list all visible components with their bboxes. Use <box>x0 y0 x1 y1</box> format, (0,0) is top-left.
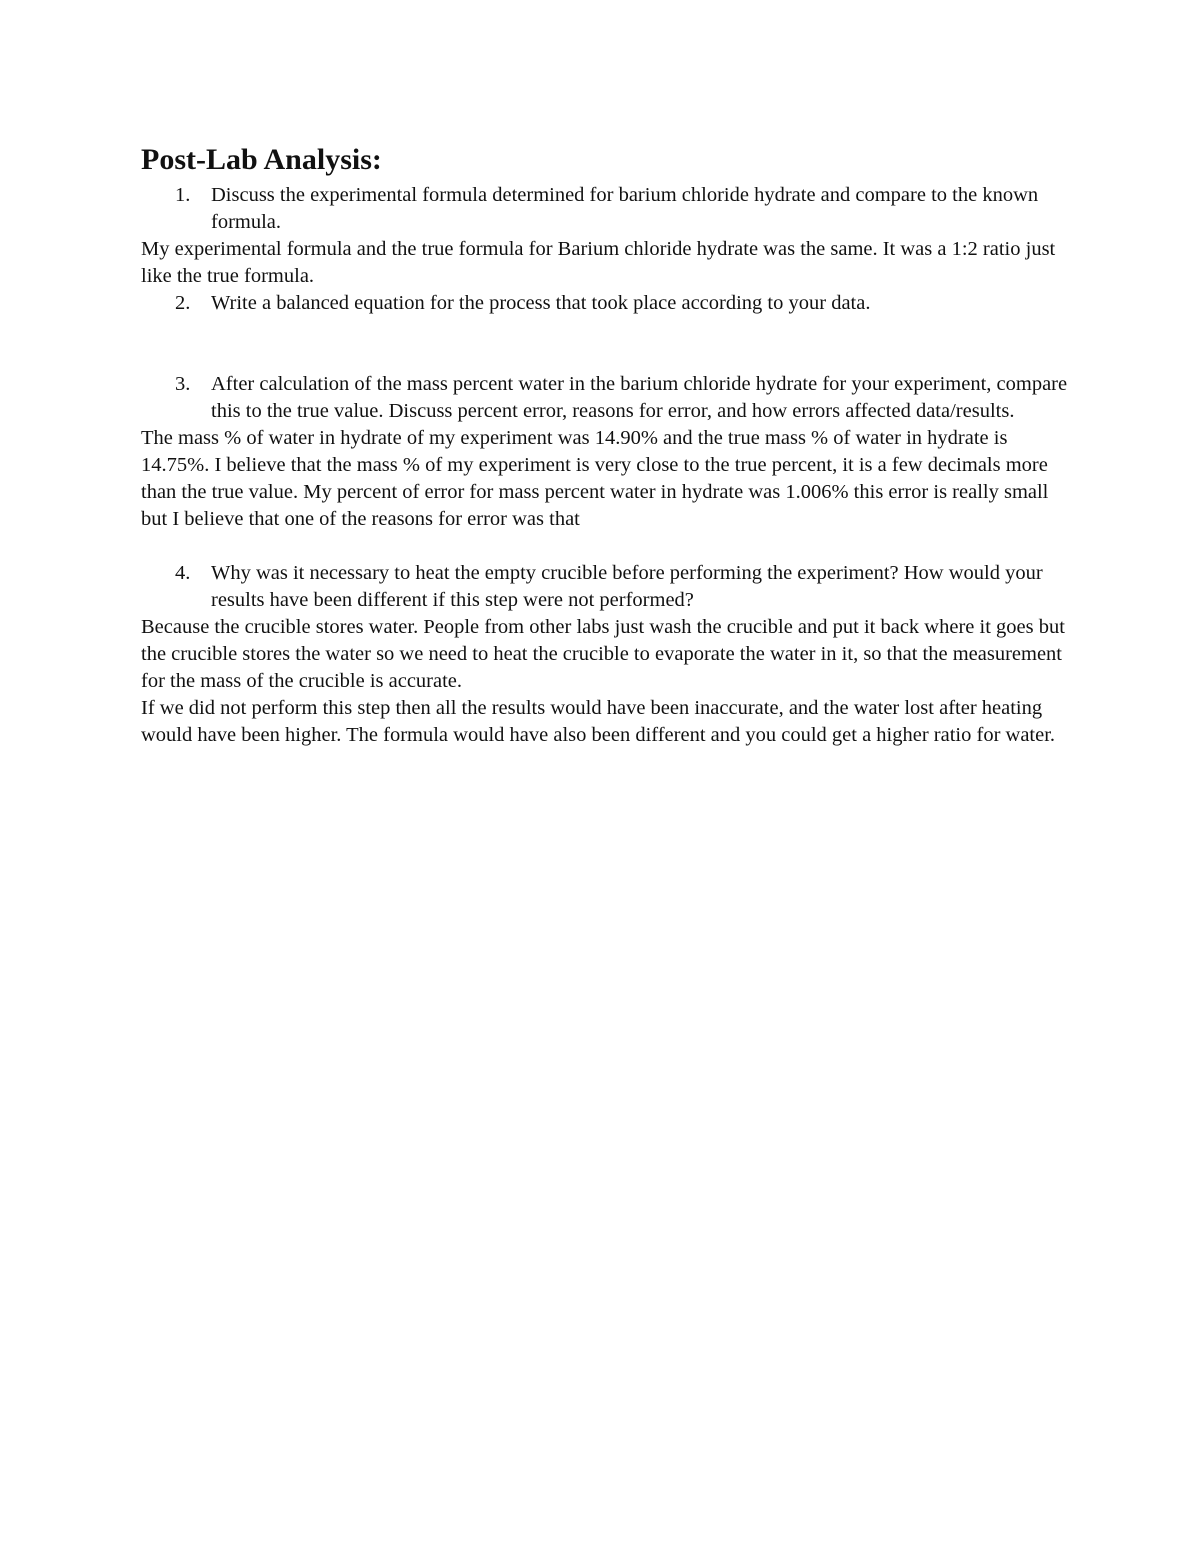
question-number: 2. <box>175 292 191 314</box>
question-text: Why was it necessary to heat the empty crucible before performing the experiment? How would your results have been different if this step were not performed? <box>211 562 1043 611</box>
page-title: Post-Lab Analysis: <box>141 143 382 176</box>
question-4 <box>141 560 1071 614</box>
question-3 <box>141 371 1071 425</box>
document-page <box>141 140 1071 749</box>
blank-space <box>141 533 1071 560</box>
question-number: 4. <box>175 562 191 584</box>
blank-space <box>141 317 1071 371</box>
question-2 <box>141 290 1071 317</box>
question-text: After calculation of the mass percent water in the barium chloride hydrate for your experiment, compare this to the true value. Discuss percent error, reasons for error, and how errors affected data/results. <box>211 373 1068 422</box>
question-number: 3. <box>175 373 191 395</box>
question-text: Write a balanced equation for the process that took place according to your data. <box>211 292 871 314</box>
answer-paragraph: Because the crucible stores water. People from other labs just wash the crucible and put it back where it goes but the crucible stores the water so we need to heat the crucible to evaporate the water in it, so that the measurement for the mass of the crucible is accurate. <box>141 616 1065 692</box>
question-1 <box>141 182 1071 236</box>
answer-paragraph: If we did not perform this step then all the results would have been inaccurate, and the water lost after heating would have been higher. The formula would have also been different and you could get a higher ratio for water. <box>141 697 1056 746</box>
question-text: Discuss the experimental formula determined for barium chloride hydrate and compare to the known formula. <box>211 184 1039 233</box>
answer-paragraph: The mass % of water in hydrate of my experiment was 14.90% and the true mass % of water in hydrate is 14.75%. I believe that the mass % of my experiment is very close to the true percent, it is a few decimals more than the true value. My percent of error for mass percent water in hydrate was 1.006% this error is really small but I believe that one of the reasons for error was that <box>141 427 1049 530</box>
answer-paragraph: My experimental formula and the true formula for Barium chloride hydrate was the same. It was a 1:2 ratio just like the true formula. <box>141 238 1056 287</box>
question-number: 1. <box>175 184 191 206</box>
